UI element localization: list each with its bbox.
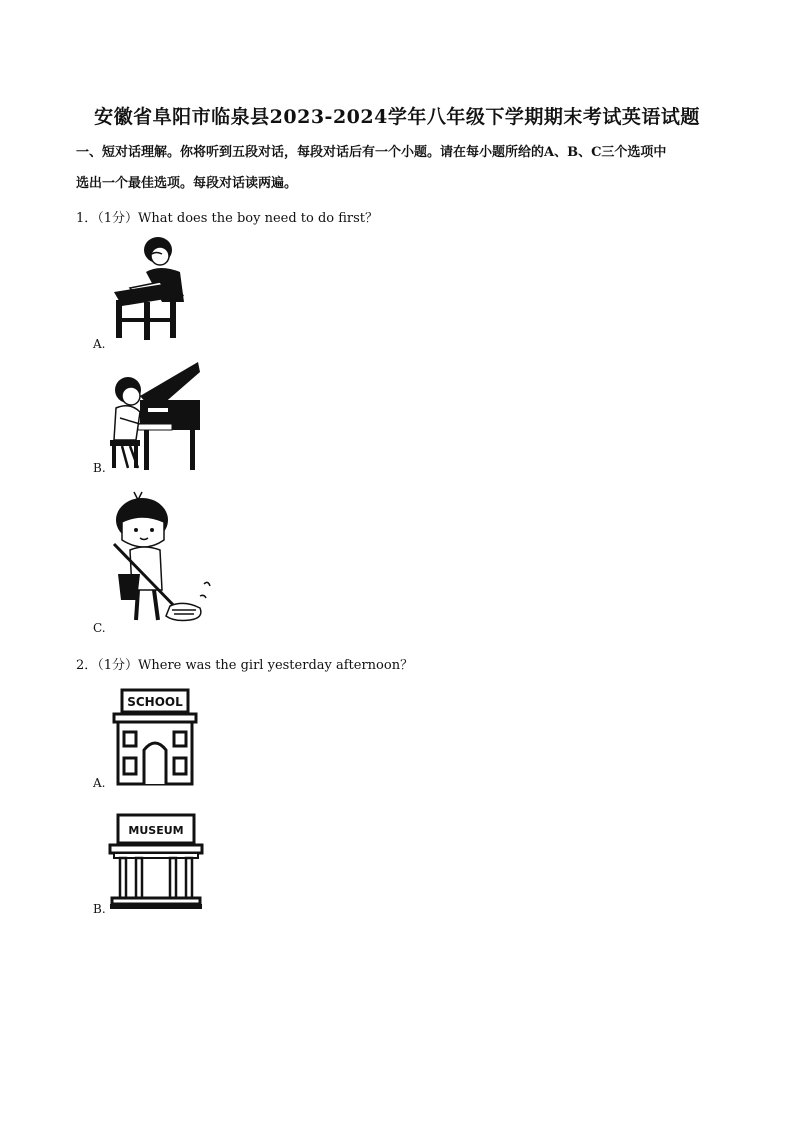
museum-sign-text: MUSEUM — [128, 824, 184, 837]
section-instruction-line-1: 一、短对话理解。你将听到五段对话，每段对话后有一个小题。请在每小题所给的A、B、C三个选项中 — [76, 145, 667, 160]
question-1-option-c-letter: C. — [93, 621, 106, 635]
boy-mopping-floor-icon[interactable] — [110, 488, 216, 632]
school-building-icon[interactable] — [112, 688, 198, 786]
question-1-text: 1．（1分）What does the boy need to do first？ — [76, 211, 379, 226]
question-2-option-b-letter: B. — [93, 902, 106, 916]
page-title: 安徽省阜阳市临泉县2023-2024学年八年级下学期期末考试英语试题 — [94, 106, 700, 128]
boy-playing-piano-icon[interactable] — [108, 360, 202, 472]
question-1-option-b-letter: B. — [93, 461, 106, 475]
question-1-option-a-letter: A. — [93, 337, 106, 351]
section-instruction-line-2: 选出一个最佳选项。每段对话读两遍。 — [76, 176, 298, 191]
school-sign-text: SCHOOL — [127, 695, 183, 709]
museum-building-icon[interactable] — [108, 813, 204, 911]
boy-writing-homework-icon[interactable] — [110, 234, 190, 342]
question-2-text: 2．（1分）Where was the girl yesterday afternoon？ — [76, 658, 414, 673]
question-2-option-a-letter: A. — [93, 776, 106, 790]
